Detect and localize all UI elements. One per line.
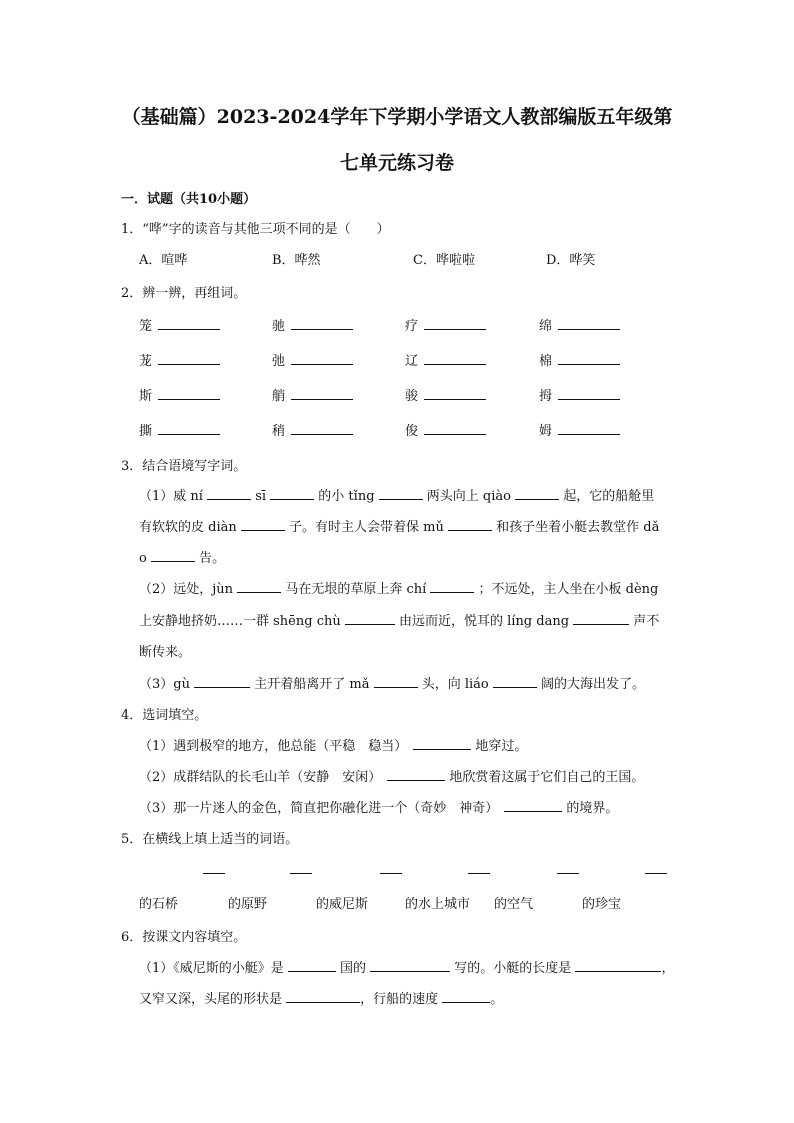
q2-cell: 姆: [539, 420, 620, 439]
q6-stem: 6．按课文内容填空。: [121, 930, 247, 945]
answer-blank[interactable]: [448, 518, 492, 531]
q5-stem: 5．在横线上填上适当的词语。: [121, 832, 299, 847]
q6-line-1: （1）《威尼斯的小艇》是 国的 写的。小艇的长度是 ，: [139, 961, 675, 976]
q3-part2-line1: （2）远处，jùn 马在无垠的草原上奔 chí ；不远处，主人坐在小板 dèng: [139, 582, 659, 597]
answer-blank[interactable]: [151, 549, 195, 562]
answer-blank[interactable]: [424, 422, 486, 435]
q2-cell: 疗: [405, 315, 486, 334]
answer-blank[interactable]: [413, 737, 471, 750]
answer-blank[interactable]: [291, 352, 353, 365]
answer-blank[interactable]: [558, 422, 620, 435]
answer-blank[interactable]: [370, 959, 450, 972]
q1-option-a[interactable]: A．喧哗: [139, 253, 188, 268]
answer-blank[interactable]: [379, 487, 423, 500]
q1-option-d[interactable]: D．哗笑: [546, 253, 596, 268]
q3-part1-line3: o 告。: [139, 551, 226, 566]
q2-cell: 骏: [405, 385, 486, 404]
title-line-1: （基础篇）2023-2024学年下学期小学语文人教部编版五年级第: [121, 106, 673, 128]
q2-cell: 绵: [539, 315, 620, 334]
q3-part3: （3）gù 主开着船离开了 mǎ 头，向 liáo 阔的大海出发了。: [139, 677, 646, 692]
answer-blank[interactable]: [288, 959, 336, 972]
answer-blank[interactable]: [493, 675, 537, 688]
q1-option-c[interactable]: C．哗啦啦: [413, 253, 475, 268]
answer-blank[interactable]: [430, 580, 474, 593]
answer-blank[interactable]: [442, 990, 490, 1003]
q5-item: 的原野: [228, 897, 268, 912]
answer-blank[interactable]: [573, 612, 629, 625]
q1-stem: 1．“哗”字的读音与其他三项不同的是（ ）: [121, 222, 390, 237]
q2-cell: 辽: [405, 350, 486, 369]
q2-cell: 棉: [539, 350, 620, 369]
answer-blank[interactable]: [290, 872, 312, 874]
answer-blank[interactable]: [424, 387, 486, 400]
q3-part1-line1: （1）威 ní sī 的小 tǐng 两头向上 qiào 起，它的船舱里: [139, 489, 655, 504]
q2-cell: 弛: [272, 350, 353, 369]
answer-blank[interactable]: [374, 675, 418, 688]
q3-part2-line2: 上安静地挤奶……一群 shēng chù 由远而近，悦耳的 líng dang 声不: [139, 614, 660, 629]
answer-blank[interactable]: [237, 580, 281, 593]
q4-sentence-2: （2）成群结队的长毛山羊（安静 安闲） 地欣赏着这属于它们自己的王国。: [139, 770, 645, 785]
answer-blank[interactable]: [558, 387, 620, 400]
answer-blank[interactable]: [424, 317, 486, 330]
answer-blank[interactable]: [286, 990, 360, 1003]
answer-blank[interactable]: [158, 317, 220, 330]
title-line-2: 七单元练习卷: [339, 152, 454, 174]
q3-stem: 3．结合语境写字词。: [121, 459, 247, 474]
q6-line-2: 又窄又深，头尾的形状是 ，行船的速度 。: [139, 992, 504, 1007]
answer-blank[interactable]: [270, 487, 314, 500]
q3-part1-line2: 有软软的皮 diàn 子。有时主人会带着保 mǔ 和孩子坐着小艇去教堂作 dǎ: [139, 520, 660, 535]
q1-option-b[interactable]: B．哗然: [272, 253, 321, 268]
answer-blank[interactable]: [645, 872, 667, 874]
q5-item: 的水上城市: [405, 897, 471, 912]
q2-cell: 撕: [139, 420, 220, 439]
q5-item: 的珍宝: [582, 897, 622, 912]
q4-sentence-3: （3）那一片迷人的金色，简直把你融化进一个（奇妙 神奇） 的境界。: [139, 801, 619, 816]
q2-cell: 艄: [272, 385, 353, 404]
answer-blank[interactable]: [557, 872, 579, 874]
answer-blank[interactable]: [158, 352, 220, 365]
q2-stem: 2．辨一辨，再组词。: [121, 286, 247, 301]
q5-item: 的石桥: [139, 897, 179, 912]
answer-blank[interactable]: [158, 422, 220, 435]
answer-blank[interactable]: [504, 799, 562, 812]
q2-cell: 稍: [272, 420, 353, 439]
answer-blank[interactable]: [575, 959, 661, 972]
answer-blank[interactable]: [424, 352, 486, 365]
answer-blank[interactable]: [207, 487, 251, 500]
answer-blank[interactable]: [380, 872, 402, 874]
answer-blank[interactable]: [558, 317, 620, 330]
answer-blank[interactable]: [291, 422, 353, 435]
q3-part2-line3: 断传来。: [139, 645, 192, 660]
q2-cell: 俊: [405, 420, 486, 439]
answer-blank[interactable]: [158, 387, 220, 400]
q5-item: 的空气: [494, 897, 534, 912]
q4-sentence-1: （1）遇到极窄的地方，他总能（平稳 稳当） 地穿过。: [139, 739, 528, 754]
section-heading: 一．试题（共10小题）: [121, 192, 257, 207]
q5-item: 的威尼斯: [316, 897, 369, 912]
answer-blank[interactable]: [291, 387, 353, 400]
q2-cell: 笼: [139, 315, 220, 334]
answer-blank[interactable]: [241, 518, 285, 531]
answer-blank[interactable]: [194, 675, 250, 688]
q2-cell: 拇: [539, 385, 620, 404]
answer-blank[interactable]: [468, 872, 490, 874]
answer-blank[interactable]: [515, 487, 559, 500]
q2-cell: 驰: [272, 315, 353, 334]
q2-cell: 斯: [139, 385, 220, 404]
answer-blank[interactable]: [387, 768, 445, 781]
answer-blank[interactable]: [291, 317, 353, 330]
q4-stem: 4．选词填空。: [121, 708, 208, 723]
q2-cell: 茏: [139, 350, 220, 369]
answer-blank[interactable]: [345, 612, 395, 625]
answer-blank[interactable]: [203, 872, 225, 874]
answer-blank[interactable]: [558, 352, 620, 365]
